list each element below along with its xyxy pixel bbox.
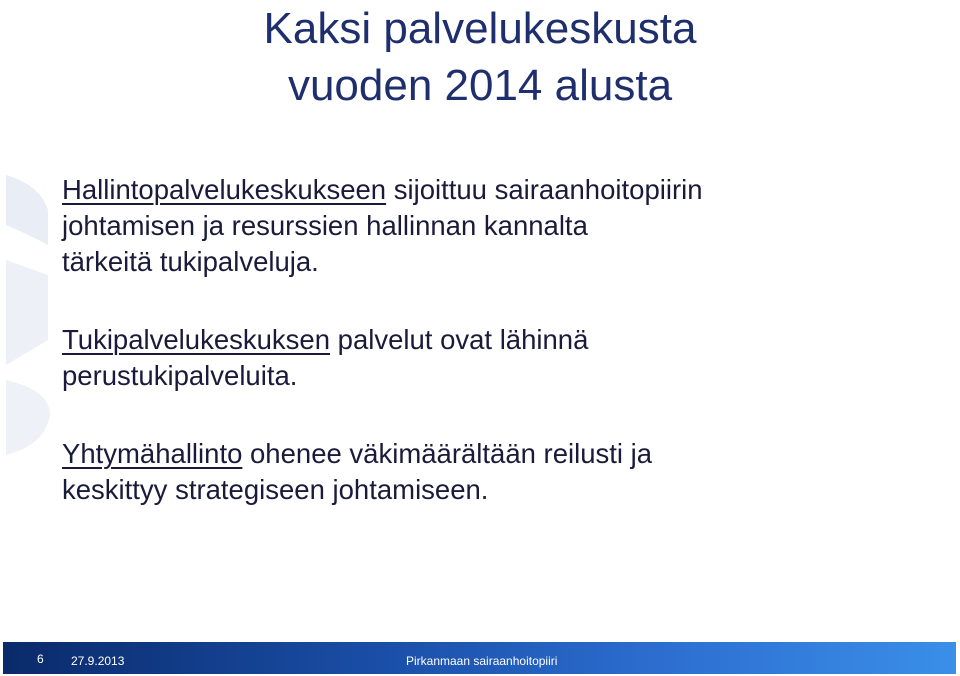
logo-watermark-icon <box>0 165 70 465</box>
paragraph-text: ohenee väkimäärältään reilusti ja <box>242 438 653 469</box>
footer-date: 27.9.2013 <box>71 654 125 668</box>
paragraph-tukipalvelukeskus <box>62 322 912 394</box>
paragraph-text: sijoittuu sairaanhoitopiirin <box>386 174 703 205</box>
title-line-1: Kaksi palvelukeskusta <box>263 4 697 53</box>
paragraph-hallintopalvelukeskus <box>62 172 912 280</box>
paragraph-text: keskittyy strategiseen johtamiseen. <box>62 474 489 505</box>
keyword-tukipalvelukeskus: Tukipalvelukeskuksen <box>62 324 331 355</box>
paragraph-text: johtamisen ja resurssien hallinnan kannalta <box>62 210 588 241</box>
paragraph-yhtymahallinto <box>62 436 912 508</box>
slide-title <box>170 0 790 114</box>
keyword-yhtymahallinto: Yhtymähallinto <box>62 438 243 469</box>
paragraph-text: perustukipalveluita. <box>62 360 298 391</box>
title-line-2: vuoden 2014 alusta <box>287 61 673 110</box>
keyword-hallintopalvelukeskus: Hallintopalvelukeskukseen <box>62 174 387 205</box>
footer-bar <box>3 642 956 674</box>
content-paragraphs <box>62 172 912 550</box>
paragraph-text: tärkeitä tukipalveluja. <box>62 246 319 277</box>
page-number: 6 <box>37 652 44 666</box>
footer-organization: Pirkanmaan sairaanhoitopiiri <box>406 654 558 668</box>
paragraph-text: palvelut ovat lähinnä <box>330 324 589 355</box>
